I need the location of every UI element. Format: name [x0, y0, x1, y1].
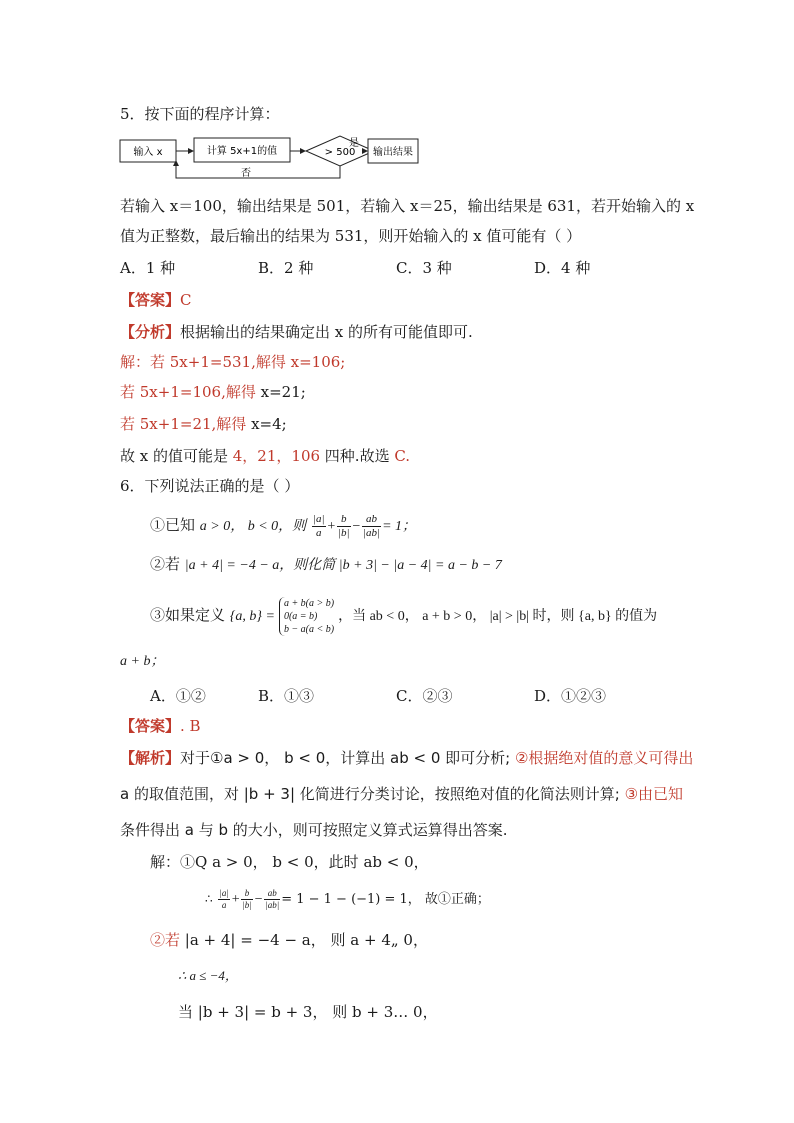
q6-s2-body: |a + 4| = −4 − a，则化简 |b + 3| − |a − 4| = a − b − 7: [184, 558, 502, 573]
q5-stem-1: 若输入 x＝100，输出结果是 501，若输入 x＝25，输出结果是 631，若开始输入的 x: [120, 197, 695, 215]
q6-s1-frac-2: $\frac{b}{|b|}$: [337, 512, 350, 539]
q6-s3-cond: ，当 ab < 0， a + b > 0， |a| > |b| 时，则 {a, b} 的值为: [338, 609, 658, 624]
q6-jie-5: 当 |b + 3| = b + 3， 则 b + 3… 0，: [178, 1003, 438, 1021]
q5-sol-3: [120, 414, 287, 434]
q6-jie-4: ∴ a ≤ −4，: [178, 968, 238, 983]
q5-sol-4a: 故 x 的值可能是: [120, 447, 233, 465]
q6-analysis-3: 条件得出 a 与 b 的大小，则可按照定义算式运算得出答案.: [120, 821, 508, 839]
q5-analysis-text: 根据输出的结果确定出 x 的所有可能值即可.: [180, 323, 473, 341]
q6-s2-prefix: ②若: [150, 555, 185, 573]
flow-yes-label: 是: [349, 138, 359, 149]
q6-analysis-label: 【解析】: [120, 749, 181, 767]
q6-statement-2: [150, 554, 502, 576]
q6-s3-prefix: ③如果定义: [150, 606, 230, 624]
flow-compute-text: 计算 5x+1的值: [206, 146, 278, 157]
q6-answer: [120, 716, 201, 736]
q6-option-a: A．①②: [150, 687, 206, 705]
q6-statement-1: ①已知 a > 0， b < 0，则 $\frac{|a|}{a}$ + $\frac{b}{|b|}$ − $\frac{ab}{|ab|}$ = 1；: [150, 512, 417, 539]
flowchart-output: [118, 134, 438, 184]
q5-sol-3a: 若 5x+1=21,解得: [120, 415, 252, 433]
q6-s3-value: a + b；: [120, 654, 165, 669]
q6-j2-frac-1: $\frac{|a|}{a}$: [219, 887, 229, 910]
q6-s1-frac-1: $\frac{|a|}{a}$: [312, 512, 325, 539]
q6-jie-2: ∴ $\frac{|a|}{a}$ + $\frac{b}{|b|}$ − $\frac{ab}{|ab|}$ = 1 − 1 − (−1) = 1， 故①正确；: [205, 887, 490, 910]
q6-an2b: ③由已知: [624, 785, 684, 803]
q5-analysis-label: 【分析】: [120, 323, 181, 341]
q6-s3-cases: [279, 597, 334, 636]
q6-jie-3: [150, 930, 428, 950]
q6-s3-case-2: 0(a = b): [283, 610, 318, 622]
q5-sol-4c: 四种.故选: [320, 447, 395, 465]
flow-input-text: 输入 x: [133, 147, 163, 158]
q6-s3-case-3: b − a(a < b): [283, 623, 335, 635]
q5-sol-1: 解：若 5x+1=531,解得 x=106;: [120, 353, 346, 371]
q6-title: 6．下列说法正确的是（ ）: [120, 477, 300, 495]
q6-jie-1: 解：①Q a > 0， b < 0，此时 ab < 0，: [150, 853, 429, 871]
q5-option-a: A．1 种: [120, 259, 176, 277]
q5-stem-2: 值为正整数，最后输出的结果为 531，则开始输入的 x 值可能有（ ）: [120, 227, 582, 245]
flow-output-text: 输出结果: [373, 147, 413, 158]
q6-s3-def: {a, b} =: [229, 609, 275, 624]
q5-answer-value: C: [180, 291, 192, 309]
q6-an1b: ②根据绝对值的意义可得出: [514, 749, 694, 767]
q5-analysis: [120, 322, 473, 342]
q6-an2a: a 的取值范围，对 |b + 3| 化简进行分类讨论，按照绝对值的化简法则计算;: [120, 785, 625, 803]
q6-an1a: 对于①a > 0， b < 0，计算出 ab < 0 即可分析;: [180, 749, 515, 767]
q5-title: 5．按下面的程序计算：: [120, 105, 280, 123]
q6-option-d: D．①②③: [534, 687, 607, 705]
q6-answer-value: . B: [180, 717, 201, 735]
q6-j3b: |a + 4| = −4 − a， 则 a + 4„ 0，: [180, 931, 428, 949]
q6-analysis-1: [120, 748, 693, 768]
q6-j3a: ②若: [150, 931, 181, 949]
flow-no-label: 否: [241, 168, 251, 179]
q5-option-b: B．2 种: [258, 259, 314, 277]
q6-j2-therefore: ∴: [205, 892, 213, 906]
q6-statement-3: [150, 590, 657, 642]
q5-sol-4b: 4，21，106: [232, 447, 321, 465]
q5-option-c: C．3 种: [396, 259, 452, 277]
q5-answer-label: 【答案】: [120, 291, 181, 309]
q6-s3-case-1: a + b(a > b): [283, 597, 335, 609]
q6-s1-result: = 1；: [382, 519, 417, 534]
flow-loop-line: [176, 162, 340, 178]
flow-condition-text: > 500: [324, 147, 356, 158]
q5-sol-2b: x=21;: [260, 383, 306, 401]
q6-s1-prefix: ①已知: [150, 516, 200, 534]
q6-j2-frac-3: $\frac{ab}{|ab|}$: [265, 887, 280, 910]
q5-answer: [120, 290, 192, 310]
q5-sol-4d: C.: [394, 447, 411, 465]
q5-sol-4: [120, 446, 410, 466]
q6-option-b: B．①③: [258, 687, 315, 705]
q6-option-c: C．②③: [396, 687, 453, 705]
q6-s1-cond: a > 0， b < 0，则: [199, 519, 307, 534]
q6-analysis-2: [120, 784, 683, 804]
q6-s1-frac-3: $\frac{ab}{|ab|}$: [363, 512, 381, 539]
q6-j2-frac-2: $\frac{b}{|b|}$: [242, 887, 252, 910]
q6-answer-label: 【答案】: [120, 717, 181, 735]
q5-sol-3b: x=4;: [251, 415, 287, 433]
q6-j2-result: = 1 − 1 − (−1) = 1， 故①正确；: [281, 892, 490, 907]
q5-option-d: D．4 种: [534, 259, 591, 277]
q5-sol-2a: 若 5x+1=106,解得: [120, 383, 261, 401]
q5-sol-2: [120, 382, 306, 402]
